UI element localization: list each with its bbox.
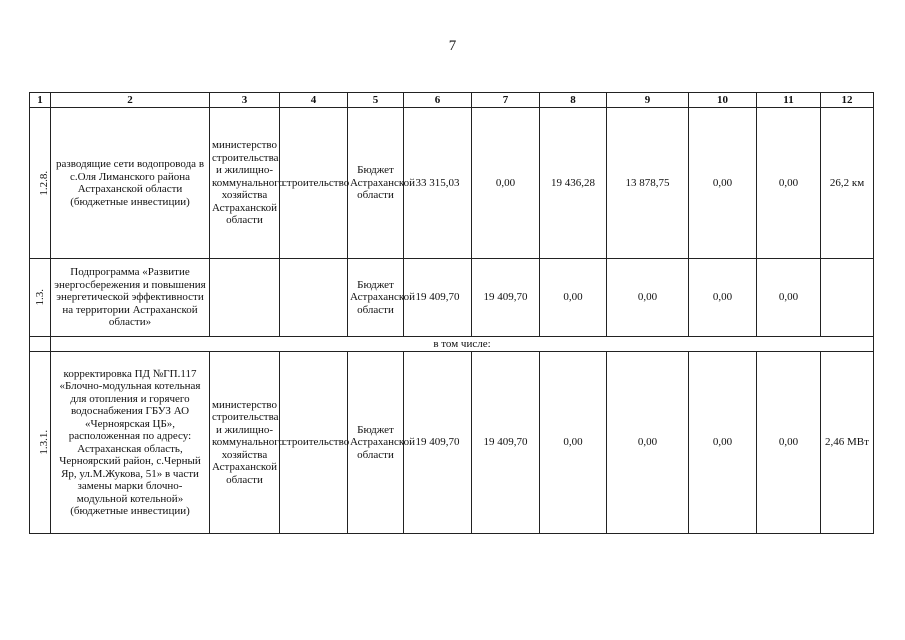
subheader-text: в том числе:: [51, 337, 874, 352]
column-header: 1: [30, 93, 51, 108]
row-number-cell: [30, 352, 51, 534]
table-row: [30, 108, 874, 259]
value-col-9: 13 878,75: [607, 108, 689, 259]
value-col-9: 0,00: [607, 352, 689, 534]
column-header: 2: [51, 93, 210, 108]
column-header: 10: [689, 93, 757, 108]
item-name: Подпрограмма «Развитие энергосбережения и повышения энергетической эффективности на территории Астраханской области»: [51, 259, 210, 337]
table-row: [30, 259, 874, 337]
value-col-8: 19 436,28: [540, 108, 607, 259]
row-number-cell: [30, 337, 51, 352]
item-name: корректировка ПД №ГП.117 «Блочно-модульная котельная для отопления и горячего водоснабжения ГБУЗ АО «Черноярская ЦБ», расположенная по адресу: Астраханская область, Черноярский район, с.Черный Яр, ул.М.Жукова, 51» в части замены марки блочно-модульной котельной» (бюджетные инвестиции): [51, 352, 210, 534]
value-col-11: 0,00: [757, 108, 821, 259]
value-col-7: 19 409,70: [472, 352, 540, 534]
row-number-cell: [30, 259, 51, 337]
column-header: 11: [757, 93, 821, 108]
column-header: 7: [472, 93, 540, 108]
value-col-6: 19 409,70: [404, 259, 472, 337]
column-header: 4: [280, 93, 348, 108]
row-number: 1.3.1.: [38, 430, 51, 455]
executor: [210, 259, 280, 337]
column-header: 6: [404, 93, 472, 108]
value-col-7: 19 409,70: [472, 259, 540, 337]
funding-source: Бюджет Астраханской области: [348, 352, 404, 534]
program-table: [29, 92, 874, 534]
category: [280, 259, 348, 337]
indicator: [821, 259, 874, 337]
funding-source: Бюджет Астраханской области: [348, 259, 404, 337]
value-col-6: 19 409,70: [404, 352, 472, 534]
column-header: 12: [821, 93, 874, 108]
value-col-10: 0,00: [689, 108, 757, 259]
table-subheader-row: [30, 337, 874, 352]
row-number: 1.3.: [34, 289, 46, 306]
funding-source: Бюджет Астраханской области: [348, 108, 404, 259]
executor: министерство строительства и жилищно-коммунального хозяйства Астраханской области: [210, 108, 280, 259]
value-col-8: 0,00: [540, 352, 607, 534]
value-col-11: 0,00: [757, 259, 821, 337]
column-header: 3: [210, 93, 280, 108]
value-col-11: 0,00: [757, 352, 821, 534]
executor: министерство строительства и жилищно-коммунального хозяйства Астраханской области: [210, 352, 280, 534]
value-col-8: 0,00: [540, 259, 607, 337]
page-number: 7: [448, 38, 457, 54]
table-header-row: [30, 93, 874, 108]
row-number-cell: [30, 108, 51, 259]
category: строительство: [280, 352, 348, 534]
category: строительство: [280, 108, 348, 259]
column-header: 8: [540, 93, 607, 108]
value-col-10: 0,00: [689, 352, 757, 534]
value-col-7: 0,00: [472, 108, 540, 259]
indicator: 2,46 МВт: [821, 352, 874, 534]
value-col-6: 33 315,03: [404, 108, 472, 259]
value-col-10: 0,00: [689, 259, 757, 337]
indicator: 26,2 км: [821, 108, 874, 259]
table-row: [30, 352, 874, 534]
row-number: 1.2.8.: [38, 170, 51, 196]
column-header: 5: [348, 93, 404, 108]
value-col-9: 0,00: [607, 259, 689, 337]
item-name: разводящие сети водопровода в с.Оля Лиманского района Астраханской области (бюджетные инвестиции): [51, 108, 210, 259]
column-header: 9: [607, 93, 689, 108]
